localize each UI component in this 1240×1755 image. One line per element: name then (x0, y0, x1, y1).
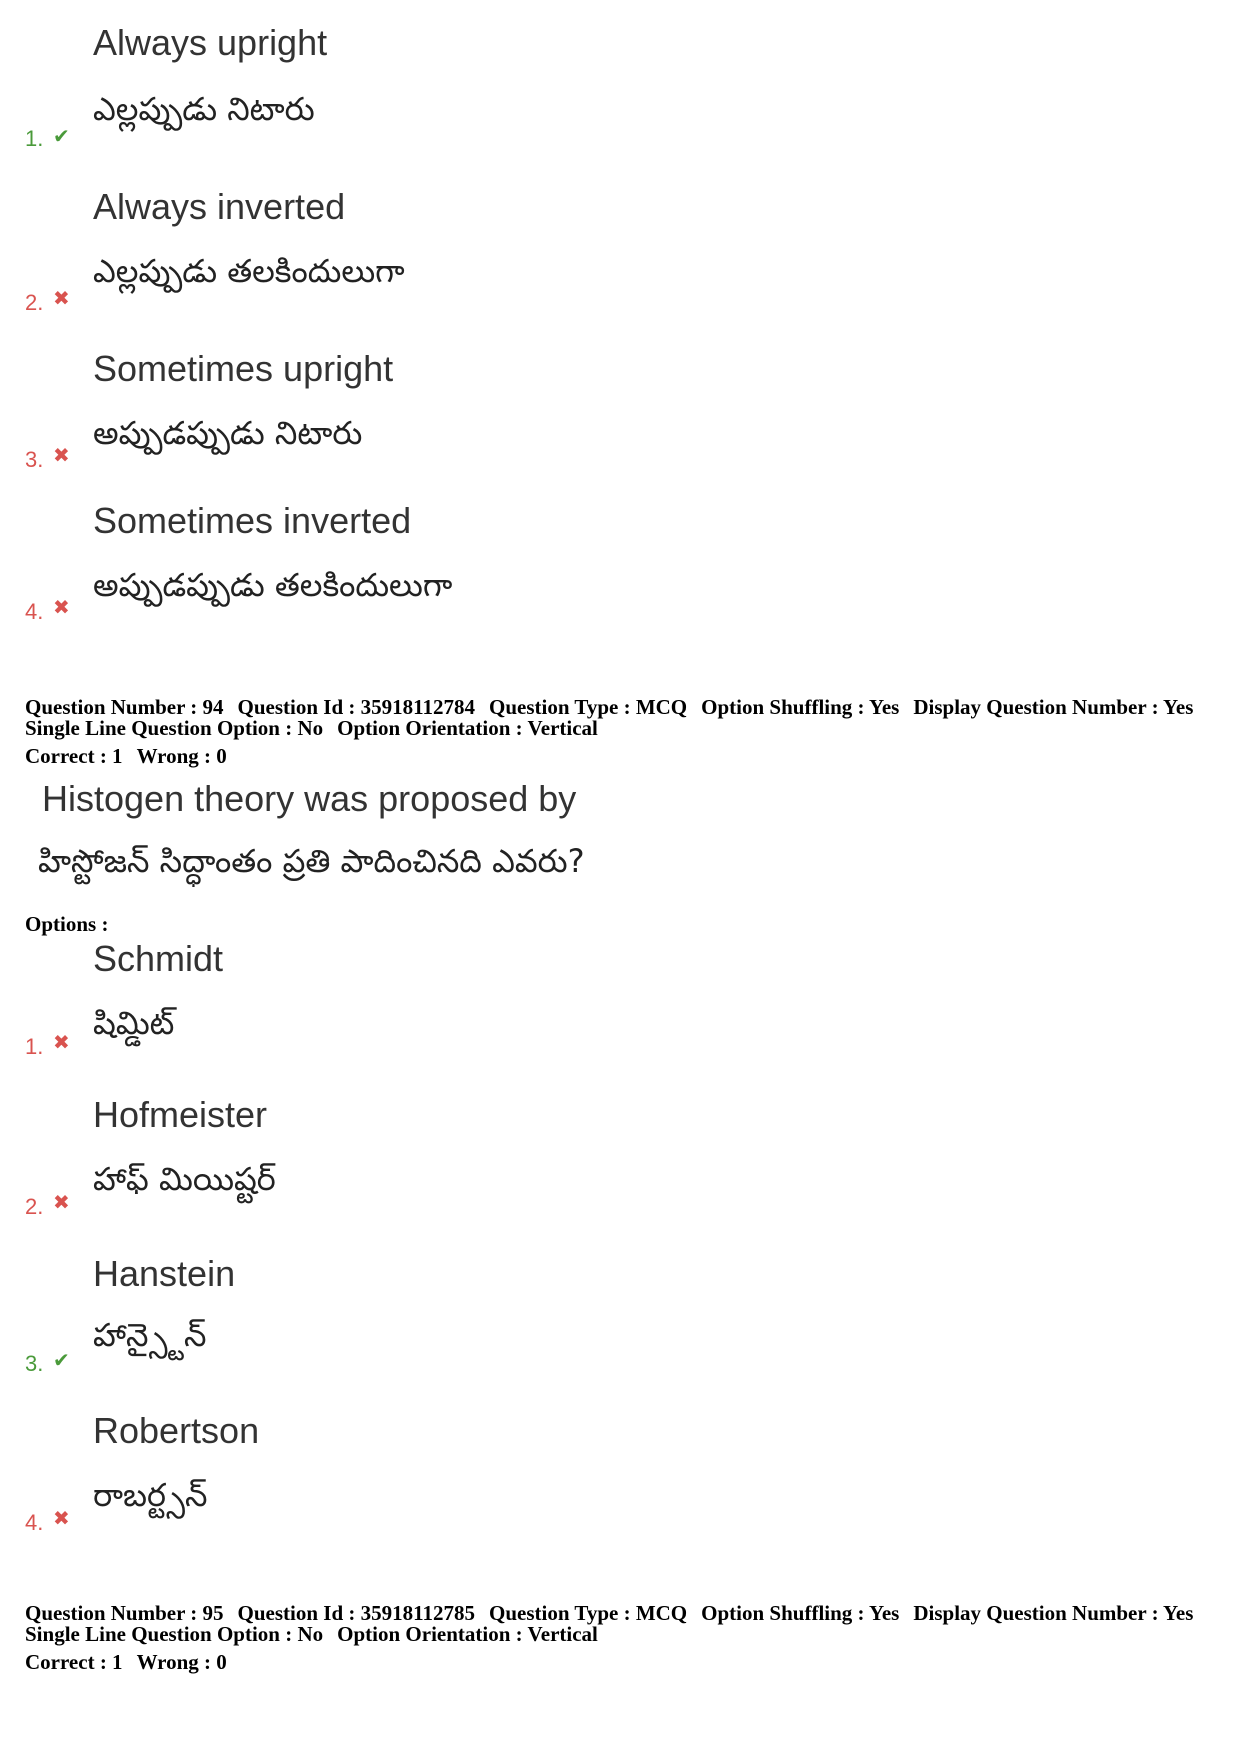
option-text-telugu: రాబర్ట్సన్ (93, 1476, 208, 1514)
display-question-number: Display Question Number : Yes (913, 695, 1194, 719)
option-number: 3. (25, 447, 44, 472)
option-number: 4. (25, 1510, 44, 1535)
option-number: 2. (25, 290, 44, 315)
option-text-english: Robertson (93, 1410, 260, 1451)
option-text-english: Hanstein (93, 1253, 236, 1294)
correct-score: Correct : 1 (25, 744, 123, 768)
option-text-telugu: షిమ్డిట్ (93, 1004, 175, 1042)
option-number: 3. (25, 1351, 44, 1376)
check-icon: ✔ (53, 1348, 70, 1372)
score-line (25, 1651, 241, 1673)
option-text-english: Always inverted (93, 186, 346, 227)
cross-icon: ✖ (53, 443, 70, 467)
option-orientation: Option Orientation : Vertical (337, 1622, 598, 1646)
option-text-telugu: హాన్స్టైన్ (93, 1316, 207, 1354)
question-number: Question Number : 94 (25, 695, 224, 719)
option-number: 4. (25, 599, 44, 624)
option-text-telugu: హాఫ్ మియిష్టర్ (93, 1160, 276, 1198)
single-line-option: Single Line Question Option : No (25, 716, 324, 740)
option-text-telugu: అప్పుడప్పుడు తలకిందులుగా (93, 566, 453, 604)
question-id: Question Id : 35918112785 (237, 1601, 475, 1625)
question-meta-line (25, 717, 612, 739)
option-text-english: Schmidt (93, 938, 224, 979)
option-number: 1. (25, 1034, 44, 1059)
score-line (25, 745, 241, 767)
question-meta-line (25, 1602, 1207, 1624)
cross-icon: ✖ (53, 1506, 70, 1530)
question-type: Question Type : MCQ (489, 1601, 688, 1625)
question-id: Question Id : 35918112784 (237, 695, 475, 719)
wrong-score: Wrong : 0 (136, 744, 227, 768)
wrong-score: Wrong : 0 (136, 1650, 227, 1674)
correct-score: Correct : 1 (25, 1650, 123, 1674)
option-text-telugu: అప్పుడప్పుడు నిటారు (93, 414, 363, 452)
option-number: 1. (25, 126, 44, 151)
question-type: Question Type : MCQ (489, 695, 688, 719)
question-text-telugu: హిస్టోజన్ సిద్ధాంతం ప్రతి పాదించినది ఎవరు? (38, 842, 585, 880)
option-text-english: Sometimes inverted (93, 500, 412, 541)
option-text-telugu: ఎల్లప్పుడు తలకిందులుగా (93, 252, 405, 290)
option-text-english: Sometimes upright (93, 348, 394, 389)
cross-icon: ✖ (53, 595, 70, 619)
check-icon: ✔ (53, 124, 70, 148)
display-question-number: Display Question Number : Yes (913, 1601, 1194, 1625)
option-orientation: Option Orientation : Vertical (337, 716, 598, 740)
question-meta-line (25, 696, 1207, 718)
option-shuffling: Option Shuffling : Yes (701, 1601, 900, 1625)
cross-icon: ✖ (53, 286, 70, 310)
option-text-telugu: ఎల్లప్పుడు నిటారు (93, 90, 315, 128)
single-line-option: Single Line Question Option : No (25, 1622, 324, 1646)
option-shuffling: Option Shuffling : Yes (701, 695, 900, 719)
options-label: Options : (25, 912, 109, 936)
option-text-english: Hofmeister (93, 1094, 268, 1135)
question-text-english: Histogen theory was proposed by (42, 778, 577, 819)
cross-icon: ✖ (53, 1190, 70, 1214)
option-text-english: Always upright (93, 22, 328, 63)
cross-icon: ✖ (53, 1030, 70, 1054)
question-meta-line (25, 1623, 612, 1645)
question-number: Question Number : 95 (25, 1601, 224, 1625)
option-number: 2. (25, 1194, 44, 1219)
